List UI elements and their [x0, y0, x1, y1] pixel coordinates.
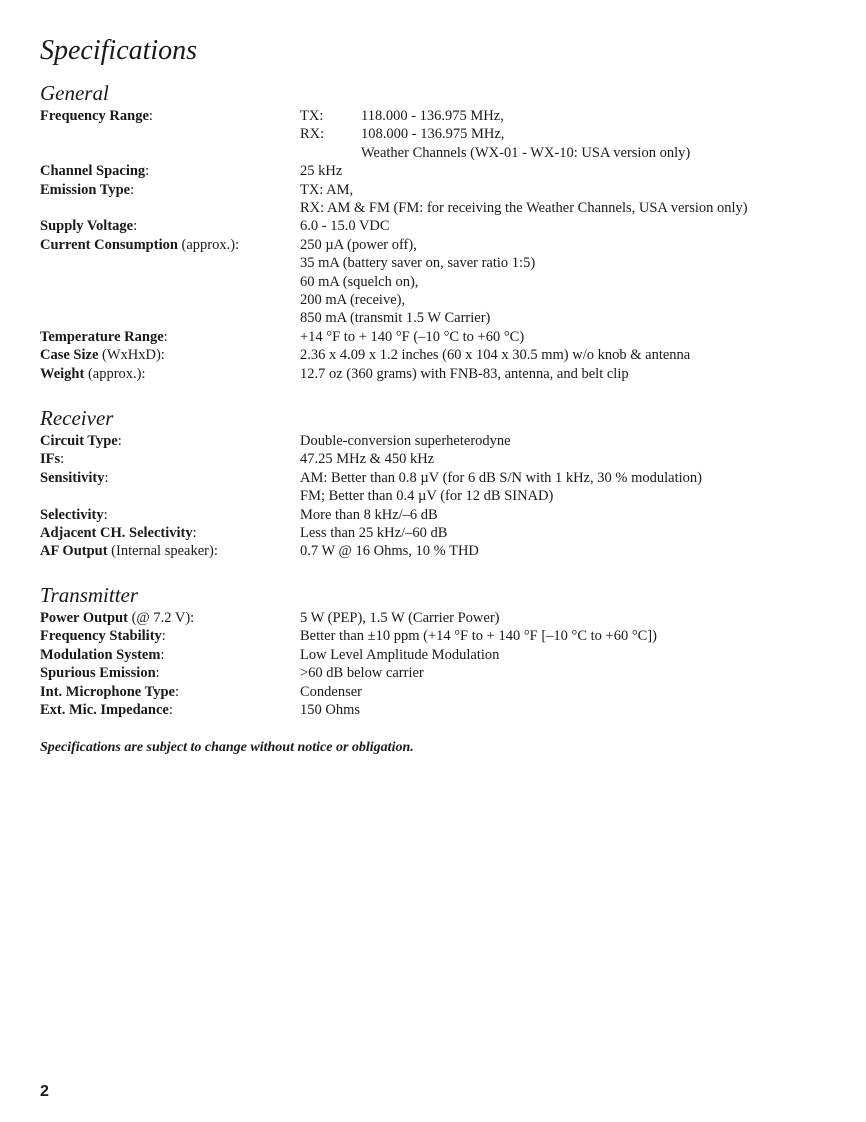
spec-label-suffix: (approx.): — [177, 236, 240, 253]
spec-value-text: 2.36 x 4.09 x 1.2 inches (60 x 104 x 30.5 mm) w/o knob & antenna — [300, 347, 691, 364]
spec-value-line — [300, 236, 840, 254]
spec-value-text: 108.000 - 136.975 MHz, — [361, 126, 505, 143]
spec-label-suffix: (Internal speaker): — [107, 543, 218, 560]
spec-value-text: 35 mA (battery saver on, saver ratio 1:5) — [300, 255, 536, 272]
spec-label-suffix: : — [103, 506, 108, 523]
spec-label — [40, 701, 300, 719]
section-heading: Transmitter — [40, 583, 139, 607]
spec-label — [40, 609, 300, 627]
spec-label-name: Temperature Range — [40, 328, 164, 345]
spec-row — [40, 469, 840, 506]
spec-value-line — [300, 162, 840, 180]
spec-value-text: Less than 25 kHz/–60 dB — [300, 525, 448, 542]
spec-row — [40, 365, 840, 383]
spec-label-name: Ext. Mic. Impedance — [40, 702, 169, 719]
spec-value-text: FM; Better than 0.4 µV (for 12 dB SINAD) — [300, 488, 554, 505]
spec-label-suffix: (approx.): — [84, 365, 146, 382]
spec-label-name: Selectivity — [40, 506, 104, 523]
spec-label — [40, 181, 300, 218]
spec-value-line — [300, 291, 840, 309]
spec-row — [40, 181, 840, 218]
spec-values — [300, 365, 840, 383]
section-general — [40, 80, 840, 383]
spec-label-name: Emission Type — [40, 181, 131, 198]
page-title: Specifications — [40, 35, 198, 66]
spec-row — [40, 162, 840, 180]
spec-label — [40, 107, 300, 162]
spec-value-prefix: RX: — [300, 126, 325, 143]
spec-value-text: 850 mA (transmit 1.5 W Carrier) — [300, 310, 491, 327]
spec-value-line — [300, 309, 840, 327]
spec-label-name: Int. Microphone Type — [40, 683, 175, 700]
spec-label — [40, 450, 300, 468]
spec-label-suffix: : — [163, 328, 168, 345]
spec-label-name: Power Output — [40, 610, 128, 626]
spec-label-suffix: (WxHxD): — [98, 347, 165, 364]
spec-values — [300, 217, 840, 235]
spec-value-text: More than 8 kHz/–6 dB — [300, 506, 438, 523]
spec-value-line — [300, 627, 840, 645]
spec-row — [40, 524, 840, 542]
spec-values — [300, 328, 840, 346]
spec-value-text: 6.0 - 15.0 VDC — [300, 218, 390, 235]
spec-value-line — [300, 683, 840, 701]
spec-row — [40, 328, 840, 346]
spec-label-suffix: : — [155, 665, 160, 682]
spec-values — [300, 432, 840, 450]
spec-value-line — [300, 217, 840, 235]
spec-label — [40, 328, 300, 346]
spec-value-text: 150 Ohms — [300, 702, 361, 719]
spec-row — [40, 450, 840, 468]
spec-label — [40, 432, 300, 450]
page-number: 2 — [40, 1083, 49, 1100]
spec-label-name: Sensitivity — [40, 469, 105, 486]
spec-value-text: +14 °F to + 140 °F (–10 °C to +60 °C) — [300, 328, 525, 345]
spec-label — [40, 469, 300, 506]
spec-value-text: Condenser — [300, 683, 363, 700]
spec-value-line — [300, 365, 840, 383]
spec-values — [300, 542, 840, 560]
spec-label — [40, 646, 300, 664]
spec-label-name: Spurious Emission — [40, 665, 156, 682]
spec-values — [300, 450, 840, 468]
spec-value-text: Low Level Amplitude Modulation — [300, 646, 500, 663]
spec-values — [300, 236, 840, 328]
spec-label-suffix: : — [117, 433, 122, 449]
spec-values — [300, 683, 840, 701]
spec-row — [40, 506, 840, 524]
spec-value-text: 118.000 - 136.975 MHz, — [361, 108, 504, 124]
spec-label-name: Supply Voltage — [40, 218, 134, 235]
spec-label-suffix: : — [192, 525, 197, 542]
spec-value-text: 200 mA (receive), — [300, 292, 406, 309]
spec-row — [40, 346, 840, 364]
spec-values — [300, 701, 840, 719]
spec-label-name: Current Consumption — [40, 236, 178, 253]
spec-value-text: Weather Channels (WX-01 - WX-10: USA version only) — [361, 144, 691, 161]
spec-value-text: 0.7 W @ 16 Ohms, 10 % THD — [300, 543, 479, 560]
spec-value-text: AM: Better than 0.8 µV (for 6 dB S/N with 1 kHz, 30 % modulation) — [300, 469, 702, 486]
spec-value-text: >60 dB below carrier — [300, 665, 424, 682]
section-receiver — [40, 405, 840, 561]
spec-row — [40, 646, 840, 664]
spec-label-name: AF Output — [40, 543, 108, 560]
section-heading: Receiver — [40, 406, 114, 430]
spec-values — [300, 107, 840, 162]
spec-value-line — [300, 144, 840, 162]
spec-label-name: Modulation System — [40, 646, 161, 663]
spec-label-suffix: (@ 7.2 V): — [127, 610, 195, 626]
spec-value-text: 5 W (PEP), 1.5 W (Carrier Power) — [300, 610, 500, 626]
spec-values — [300, 469, 840, 506]
spec-row — [40, 217, 840, 235]
spec-value-text: TX: AM, — [300, 181, 354, 198]
spec-row — [40, 236, 840, 328]
spec-label-suffix: : — [174, 683, 179, 700]
spec-value-line — [300, 181, 840, 199]
spec-values — [300, 162, 840, 180]
spec-label-suffix: : — [145, 163, 150, 180]
spec-value-text: 12.7 oz (360 grams) with FNB-83, antenna, and belt clip — [300, 365, 629, 382]
spec-label — [40, 542, 300, 560]
spec-label — [40, 162, 300, 180]
spec-values — [300, 627, 840, 645]
spec-label-name: Weight — [40, 365, 85, 382]
spec-value-text: Double-conversion superheterodyne — [300, 433, 511, 449]
spec-values — [300, 609, 840, 627]
spec-row — [40, 542, 840, 560]
spec-value-line — [300, 469, 840, 487]
spec-values — [300, 506, 840, 524]
spec-value-text: 47.25 MHz & 450 kHz — [300, 451, 435, 468]
section-transmitter — [40, 582, 840, 719]
spec-values — [300, 664, 840, 682]
spec-label-suffix: : — [104, 469, 109, 486]
spec-values — [300, 524, 840, 542]
disclaimer-note: Specifications are subject to change without notice or obligation. — [40, 740, 414, 755]
spec-value-line — [300, 254, 840, 272]
spec-value-line — [300, 542, 840, 560]
spec-row — [40, 701, 840, 719]
spec-label — [40, 664, 300, 682]
spec-value-line — [300, 487, 840, 505]
spec-label — [40, 524, 300, 542]
spec-value-line — [300, 107, 840, 125]
spec-value-line — [300, 664, 840, 682]
spec-label — [40, 217, 300, 235]
spec-label-suffix: : — [148, 108, 153, 124]
spec-value-text: 25 kHz — [300, 163, 343, 180]
spec-row — [40, 609, 840, 627]
spec-value-line — [300, 450, 840, 468]
spec-label-name: Circuit Type — [40, 433, 118, 449]
spec-row — [40, 664, 840, 682]
spec-value-line — [300, 199, 840, 217]
spec-value-line — [300, 432, 840, 450]
spec-values — [300, 181, 840, 218]
spec-label — [40, 346, 300, 364]
spec-label-suffix: : — [133, 218, 138, 235]
spec-label-name: Adjacent CH. Selectivity — [40, 525, 193, 542]
spec-value-line — [300, 701, 840, 719]
spec-label-suffix: : — [160, 646, 165, 663]
spec-value-line — [300, 346, 840, 364]
spec-value-prefix: TX: — [300, 108, 324, 124]
spec-label — [40, 506, 300, 524]
spec-values — [300, 346, 840, 364]
spec-row — [40, 432, 840, 450]
spec-label-suffix: : — [168, 702, 173, 719]
spec-label-name: Channel Spacing — [40, 163, 146, 180]
spec-values — [300, 646, 840, 664]
spec-label-suffix: : — [130, 181, 135, 198]
spec-value-text: 250 µA (power off), — [300, 236, 417, 253]
spec-value-line — [300, 646, 840, 664]
spec-value-line — [300, 328, 840, 346]
spec-row — [40, 107, 840, 162]
spec-label-name: Frequency Stability — [40, 628, 162, 645]
spec-value-text: Better than ±10 ppm (+14 °F to + 140 °F [–10 °C to +60 °C]) — [300, 628, 657, 645]
spec-value-line — [300, 524, 840, 542]
spec-label — [40, 365, 300, 383]
spec-label-suffix: : — [161, 628, 166, 645]
spec-value-line — [300, 273, 840, 291]
spec-value-line — [300, 609, 840, 627]
spec-label-name: Case Size — [40, 347, 99, 364]
spec-label — [40, 236, 300, 328]
spec-value-line — [300, 125, 840, 143]
spec-label-suffix: : — [60, 451, 65, 468]
spec-label — [40, 627, 300, 645]
spec-value-text: 60 mA (squelch on), — [300, 273, 419, 290]
spec-value-text: RX: AM & FM (FM: for receiving the Weather Channels, USA version only) — [300, 200, 748, 217]
section-heading: General — [40, 81, 109, 105]
spec-label-name: IFs — [40, 451, 61, 468]
spec-row — [40, 683, 840, 701]
spec-row — [40, 627, 840, 645]
spec-label-name: Frequency Range — [40, 108, 149, 124]
spec-value-line — [300, 506, 840, 524]
spec-label — [40, 683, 300, 701]
